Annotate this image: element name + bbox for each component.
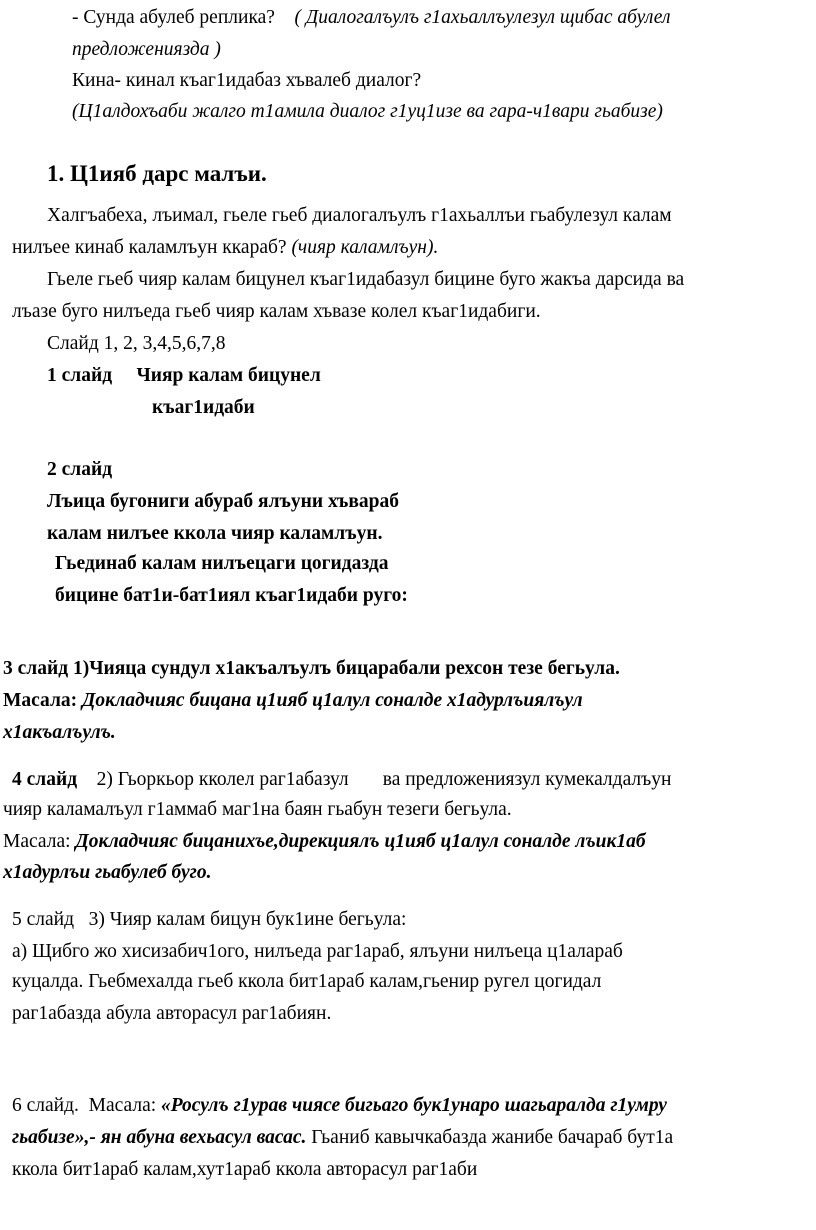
slide5-line-4: раг1абазда абула авторасул раг1абиян. [12, 1003, 332, 1024]
slide6-line-2 [12, 1122, 673, 1154]
intro-line-3: Кина- кинал къаг1идабаз хъвалеб диалог? [72, 70, 422, 91]
para1-line-2 [12, 232, 438, 264]
para2-line-1: Гьеле гьеб чияр калам бицунел къаг1идабазул бицине буго жакъа дарсида ва [47, 269, 685, 290]
slides-line: Слайд 1, 2, 3,4,5,6,7,8 [47, 333, 226, 354]
slide4-line-3 [3, 826, 646, 858]
slide4-line-1 [12, 764, 671, 796]
slide6-example: «Росулъ г1урав чиясе бигьаго бук1унаро шагьаралда г1умру [161, 1095, 667, 1116]
slide4-line-4: х1адурлъи гьабулеб буго. [3, 862, 212, 883]
slide4-line-2: чияр каламалъул г1аммаб маг1на баян гьабун тезеги бегьула. [3, 799, 512, 820]
slide1-line-1 [47, 360, 321, 392]
intro-line-1 [72, 2, 670, 34]
slide3-line-2 [3, 685, 583, 717]
slide1-line-2: къаг1идаби [152, 397, 255, 418]
slide2-line-1: Лъица бугониги абураб ялъуни хъвараб [47, 491, 399, 512]
slide1-title: Чияр калам бицунел [136, 365, 321, 386]
slide2-label: 2 слайд [47, 459, 113, 480]
slide3-example-label: Масала: [3, 690, 78, 711]
slide2-line-2: калам нилъее ккола чияр каламлъун. [47, 523, 383, 544]
slide1-label: 1 слайд [47, 365, 113, 386]
slide5-line-2: а) Щибго жо хисизабич1ого, нилъеда раг1араб, ялъуни нилъеца ц1алараб [12, 941, 623, 962]
para1-answer: (чияр каламлъун). [291, 237, 439, 258]
slide3-line-3: х1акъалъулъ. [3, 722, 116, 743]
para2-line-2: лъазе буго нилъеда гьеб чияр калам хъвазе колел къаг1идабиги. [12, 301, 541, 322]
slide2-line-3: Гьединаб калам нилъецаги цогидазда [55, 553, 389, 574]
slide4-label: 4 слайд [12, 769, 78, 790]
slide6-example-cont: гьабизе»,- ян абуна вехьасул васас. [12, 1127, 307, 1148]
slide6-line-3: ккола бит1араб калам,хут1араб ккола авторасул раг1аби [12, 1159, 478, 1180]
slide5-line-1: 5 слайд 3) Чияр калам бицун бук1ине бегьула: [12, 909, 407, 930]
slide6-line-1 [12, 1090, 667, 1122]
intro-line-2: предложенияздa ) [72, 39, 221, 60]
slide3-line-1: 3 слайд 1)Чияца сундул х1акъалъулъ бицарабали рехсон тезе бегьула. [3, 658, 620, 679]
slide6-explanation: Гьаниб кавычкабазда жанибе бачараб бут1а [311, 1127, 674, 1148]
para1-line-1: Халгъабеха, лъимал, гьеле гьеб диалогалъулъ г1ахьаллъи гьабулезул калам [47, 205, 672, 226]
slide4-example-label: Масала: [3, 831, 71, 852]
para1-question: нилъее кинаб каламлъун ккараб? [12, 237, 287, 258]
intro-question: - Сунда абулеб реплика? [72, 7, 275, 28]
intro-line-4: (Ц1алдохъаби жалго т1амила диалог г1уц1изе ва гара-ч1вари гьабизе) [72, 101, 663, 122]
slide2-line-4: бицине бат1и-бат1иял къаг1идаби руго: [55, 585, 408, 606]
slide6-label: 6 слайд. Масала: [12, 1095, 157, 1116]
intro-note: ( Диалогалъулъ г1ахьаллъулезул щибас абулел [294, 7, 671, 28]
slide5-line-3: куцалда. Гьебмехалда гьеб ккола бит1араб калам,гьенир ругел цогидал [12, 971, 602, 992]
slide4-example: Докладчияс бицанихъе,дирекциялъ ц1ияб ц1алул соналде лъик1аб [75, 831, 646, 852]
section-heading: 1. Ц1ияб дарс малъи. [47, 161, 267, 186]
slide3-example: Докладчияс бицана ц1ияб ц1алул соналде х1адурлъиялъул [82, 690, 583, 711]
slide4-text: 2) Гьоркьор кколел раг1абазул ва предложениязул кумекалдалъун [96, 769, 672, 790]
